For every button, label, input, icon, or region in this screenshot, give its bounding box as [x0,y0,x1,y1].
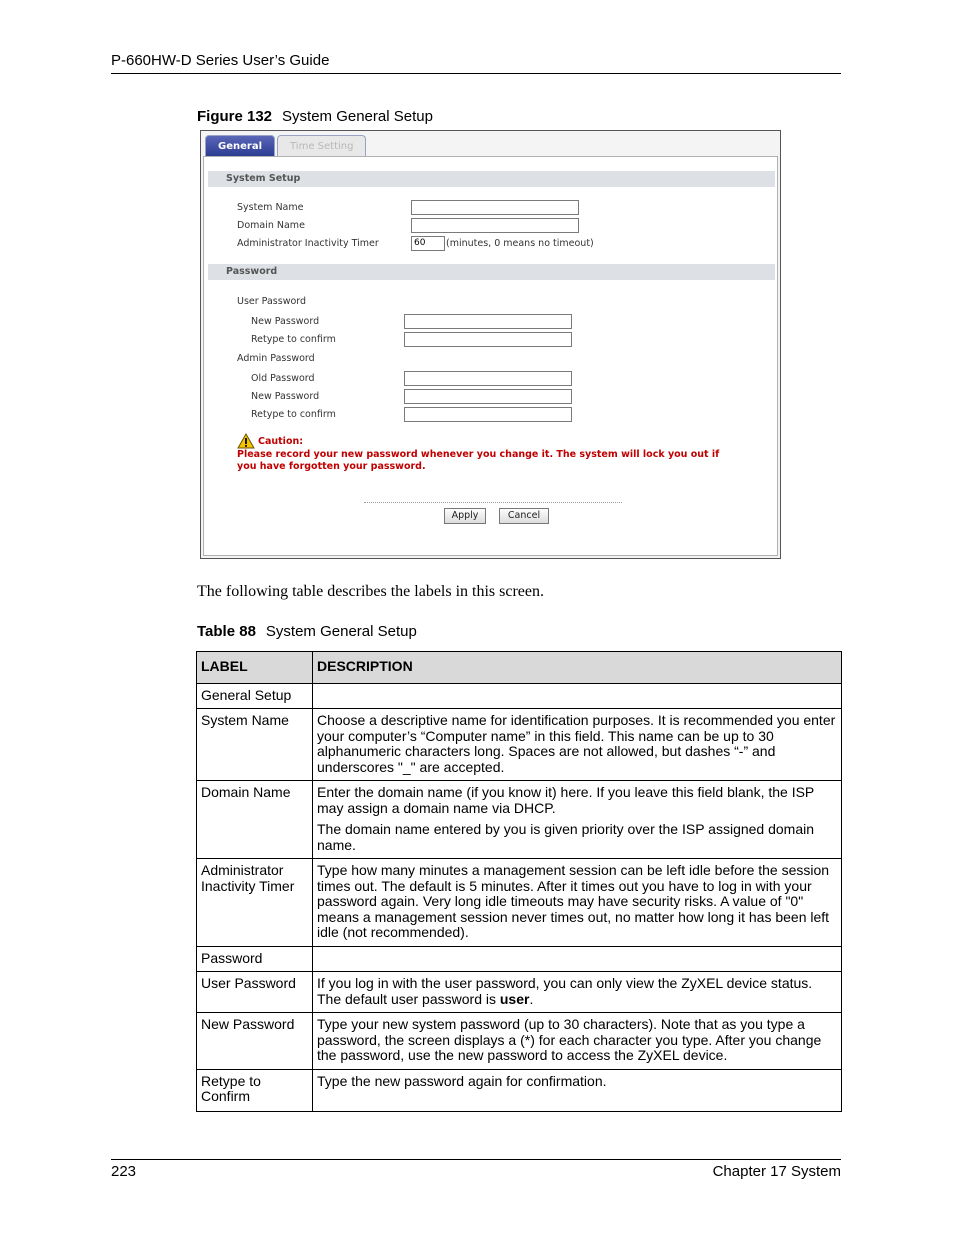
domain-name-label: Domain Name [237,220,305,231]
admin-password-label: Admin Password [237,353,315,364]
description-column-header: DESCRIPTION [313,652,842,684]
row-label: New Password [197,1013,313,1070]
row-description [313,709,842,781]
table-row [197,709,842,781]
caution-line-2: you have forgotten your password. [237,461,426,472]
table-row [197,1013,842,1070]
label-column-header: LABEL [197,652,313,684]
row-description [313,972,842,1013]
domain-name-input[interactable] [411,218,579,233]
figure-number: Figure 132 [197,108,273,125]
table-number: Table 88 [197,623,256,640]
admin-retype-input[interactable] [404,407,572,422]
row-label: Domain Name [197,781,313,859]
row-description [313,1013,842,1070]
button-divider [364,502,622,503]
row-description [313,946,842,972]
figure-title: System General Setup [282,108,433,125]
row-label: Administrator Inactivity Timer [197,859,313,947]
table-title: System General Setup [265,623,417,640]
inactivity-timer-note: (minutes, 0 means no timeout) [446,238,594,249]
row-label: System Name [197,709,313,781]
description-text: Type the new password again for confirmation. [317,1072,607,1089]
system-name-input[interactable] [411,200,579,215]
description-text: Enter the domain name (if you know it) here. If you leave this field blank, the ISP may assign a domain name via DHCP. [317,784,815,816]
row-label: User Password [197,972,313,1013]
admin-old-password-label: Old Password [251,373,315,384]
admin-new-password-input[interactable] [404,389,572,404]
label-description-table [196,651,842,1112]
table-row [197,859,842,947]
row-label: Password [197,946,313,972]
description-text [317,976,837,1007]
caution-line-1: Please record your new password whenever you change it. The system will lock you out if [237,449,720,460]
password-heading: Password [208,264,775,280]
user-new-password-label: New Password [251,316,320,327]
page-number: 223 [111,1163,137,1180]
row-description [313,859,842,947]
table-header-row [197,652,842,684]
row-description [313,781,842,859]
page-header: P-660HW-D Series User’s Guide [111,52,841,74]
table-row [197,683,842,709]
chapter-title: Chapter 17 System [712,1163,841,1180]
row-description [313,683,842,709]
tab-bar [205,135,366,157]
system-setup-heading: System Setup [208,171,775,187]
row-label: Retype to Confirm [197,1069,313,1112]
caution-title: Caution: [258,436,304,447]
default-password-value: user [499,990,530,1007]
admin-new-password-label: New Password [251,391,320,402]
user-password-label: User Password [237,296,307,307]
row-description [313,1069,842,1112]
table-row [197,972,842,1013]
inactivity-timer-label: Administrator Inactivity Timer [237,238,379,249]
user-new-password-input[interactable] [404,314,572,329]
table-row [197,946,842,972]
settings-panel [203,156,778,556]
tab-general[interactable]: General [205,135,275,157]
description-segment: . [529,990,534,1007]
description-segment: If you log in with the user password, you can only view the ZyXEL device status. The default user password is [317,975,813,1007]
table-caption [197,623,417,640]
inactivity-timer-input[interactable]: 60 [411,236,445,251]
description-text: Type your new system password (up to 30 characters). Note that as you type a password, the screen displays a (*) for each character you type. After you change the password, use the new password to access the ZyXEL device. [317,1016,822,1063]
caution-message [237,449,767,473]
warning-icon [237,433,255,449]
table-row [197,781,842,859]
admin-old-password-input[interactable] [404,371,572,386]
description-text: Choose a descriptive name for identification purposes. It is recommended you enter your computer’s “Computer name” in this field. This name can be up to 30 alphanumeric characters long. Spaces are not allowed, but dashes “-” and underscores "_" are accepted. [317,712,836,775]
screenshot-frame [200,130,781,559]
cancel-button[interactable]: Cancel [499,508,549,524]
tab-time-setting[interactable]: Time Setting [277,135,366,157]
user-retype-input[interactable] [404,332,572,347]
intro-paragraph: The following table describes the labels in this screen. [197,583,545,600]
description-text: The domain name entered by you is given priority over the ISP assigned domain name. [317,821,815,853]
description-text: Type how many minutes a management session can be left idle before the session times out. The default is 5 minutes. After it times out you have to log in with your password again. Very long idle timeouts may have security risks. A value of "0" means a management session never times out, no matter how long it has been left idle (not recommended). [317,862,830,940]
admin-retype-label: Retype to confirm [251,409,336,420]
figure-caption [197,108,433,125]
user-retype-label: Retype to confirm [251,334,336,345]
page-footer [111,1159,841,1180]
table-row [197,1069,842,1112]
apply-button[interactable]: Apply [444,508,486,524]
row-label: General Setup [197,683,313,709]
system-name-label: System Name [237,202,304,213]
